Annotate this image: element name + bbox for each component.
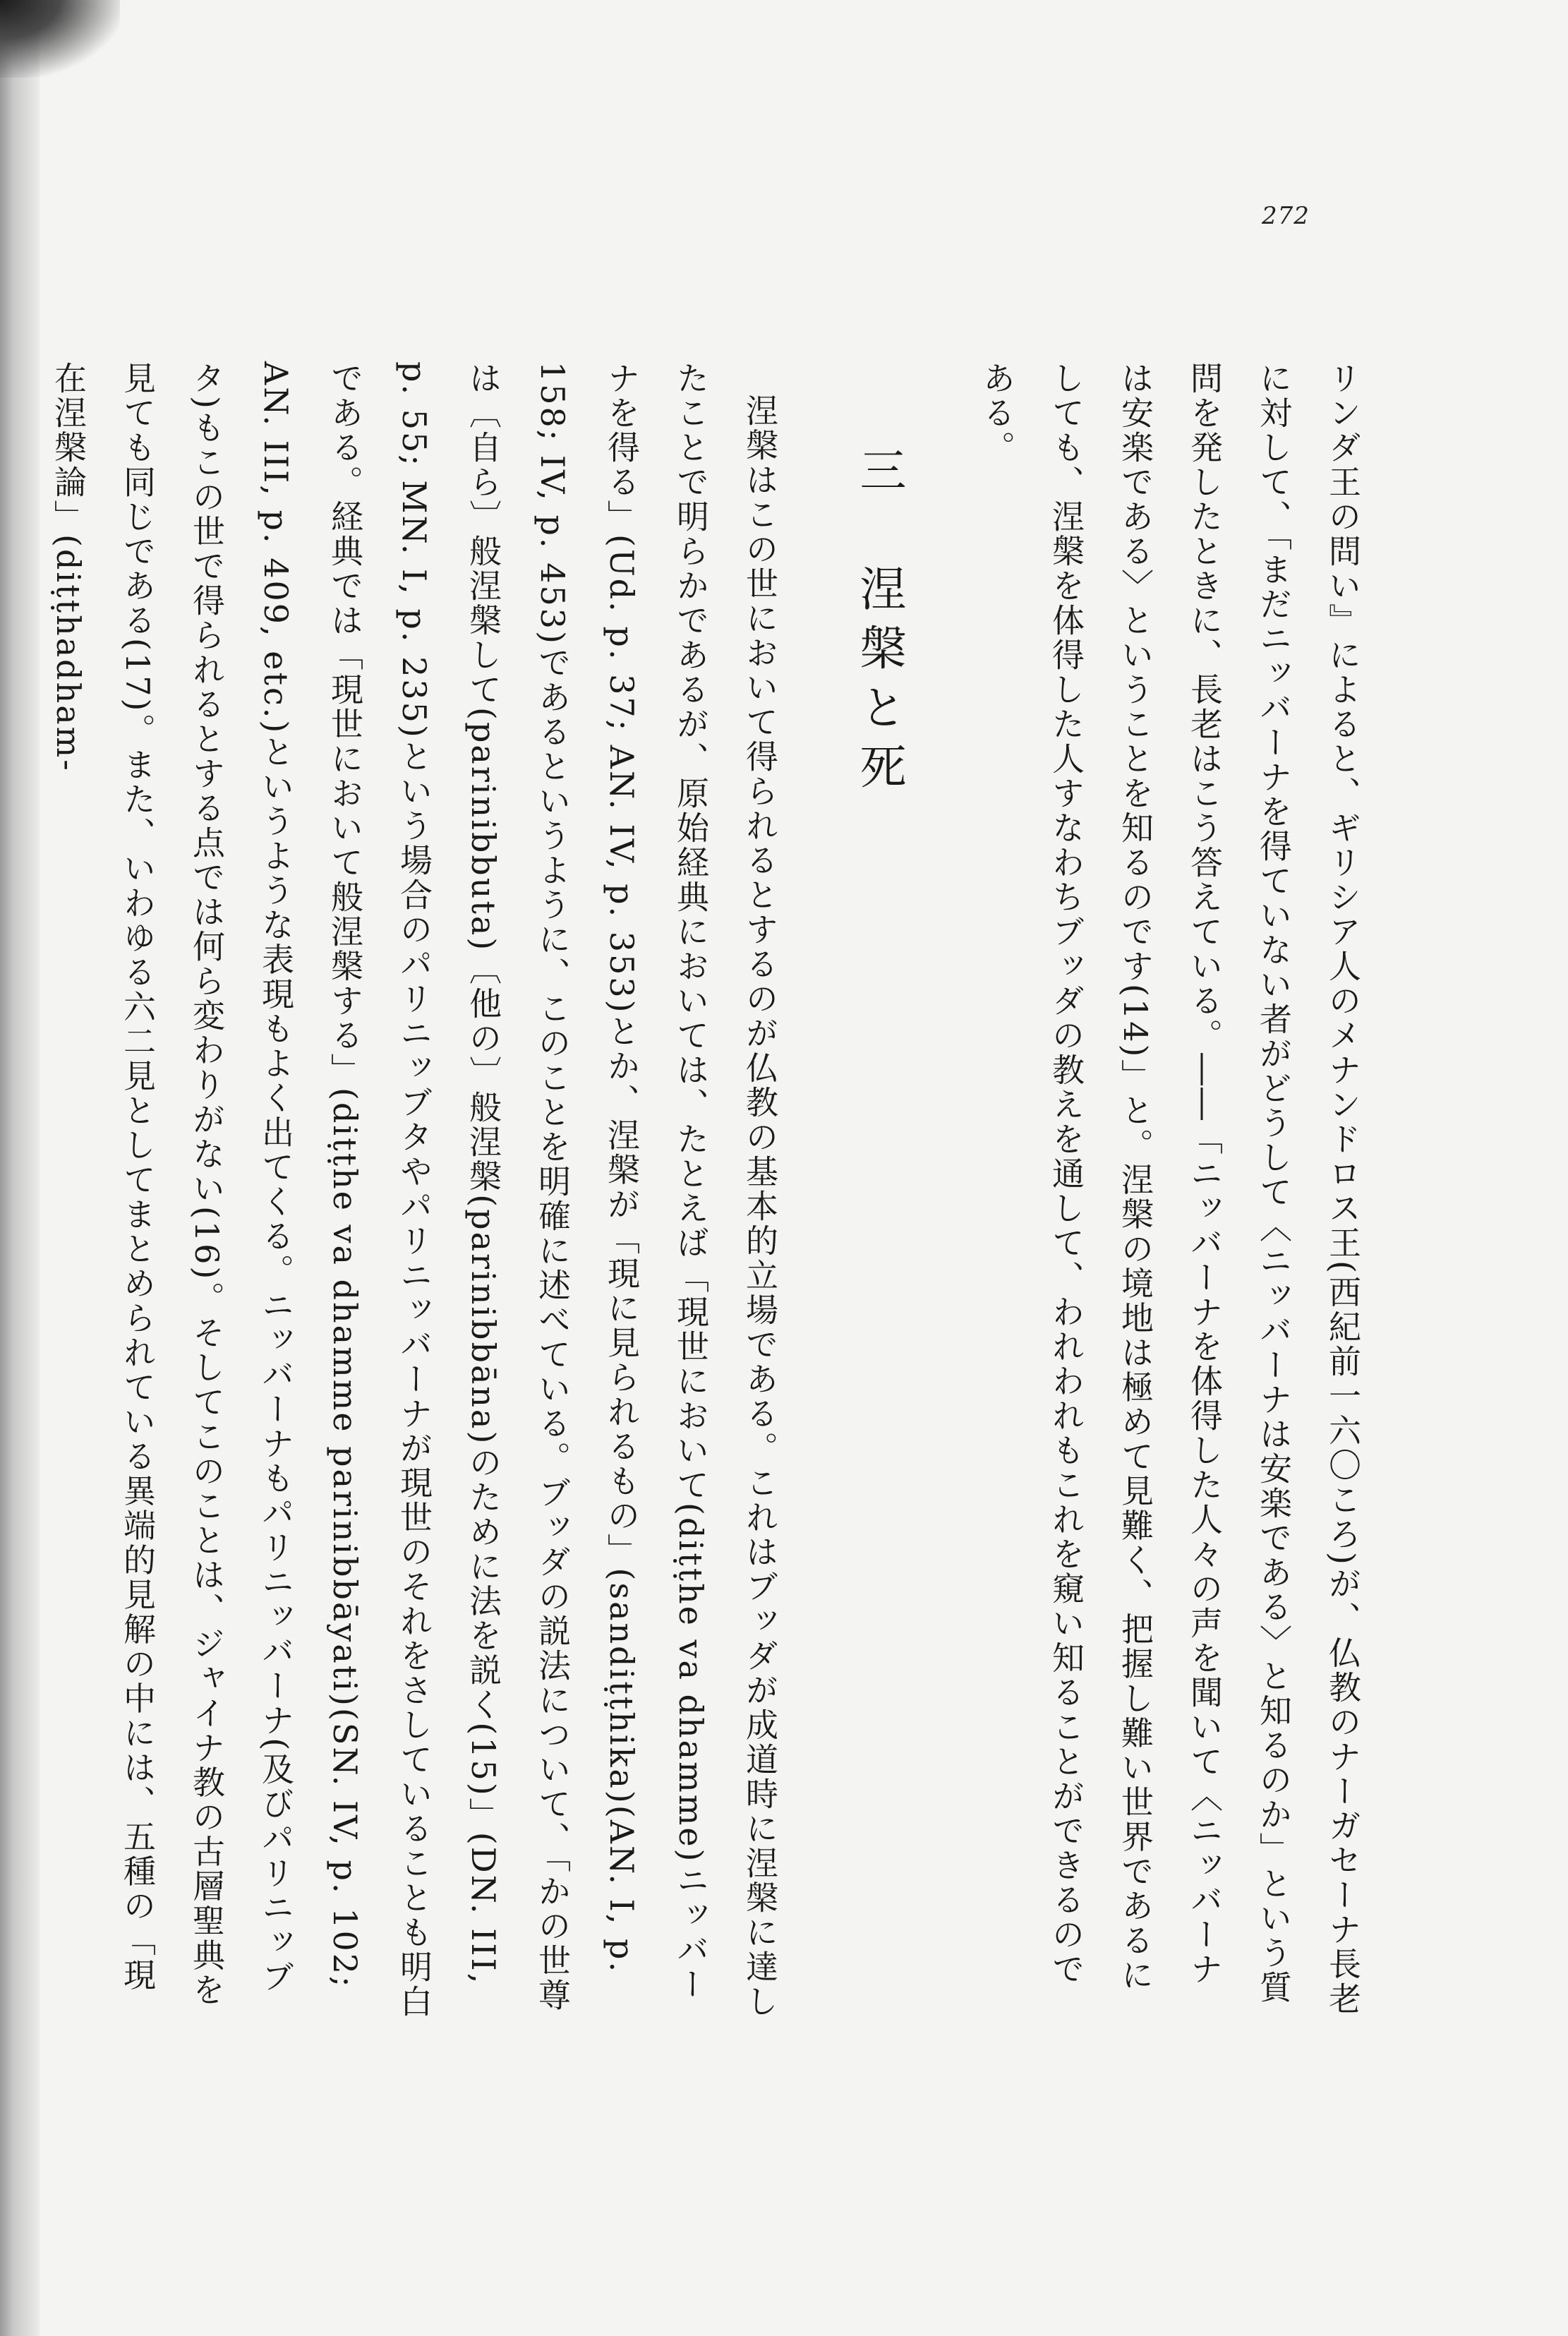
body-paragraph: 涅槃はこの世において得られるとするのが仏教の基本的立場である。これはブッダが成道時に涅槃に達したことで明らかであるが、原始経典においては、たとえば「現世において(diṭṭhe va dhamme)ニッバーナを得る」(Ud. p. 37; AN. IV, p. 353)とか、涅槃が「現に見られるもの」(sandiṭṭhika)(AN. I, p. 158; IV, p. 453)であるというように、このことを明確に述べている。ブッダの説法について、「かの世尊は〔自ら〕般涅槃して(parinibbuta)〔他の〕般涅槃(parinibbāna)のために法を説く(15)」(DN. III, p. 55; MN. I, p. 235)という場合のパリニッブタやパリニッバーナが現世のそれをさしていることも明白である。経典では「現世において般涅槃する」(diṭṭhe va dhamme parinibbāyati)(SN. IV, p. 102; AN. III, p. 409, etc.)というような表現もよく出てくる。ニッバーナもパリニッバーナ(及びパリニッブタ)もこの世で得られるとする点では何ら変わりがない(16)。そしてこのことは、ジャイナ教の古層聖典を見ても同じである(17)。また、いわゆる六二見としてまとめられている異端的見解の中には、五種の「現在涅槃論」(diṭṭhadham- [49, 361, 779, 2019]
intro-paragraph: リンダ王の問い』によると、ギリシア人のメナンドロス王(西紀前一六〇ころ)が、仏教のナーガセーナ長老に対して、「まだニッバーナを得ていない者がどうして〈ニッバーナは安楽である〉と知るのか」という質問を発したときに、長老はこう答えている。――「ニッバーナを体得した人々の声を聞いて〈ニッバーナは安楽である〉ということを知るのです(14)」と。涅槃の境地は極めて見難く、把握し難い世界であるにしても、涅槃を体得した人すなわちブッダの教えを通して、われわれもこれを窺い知ることができるのである。 [978, 361, 1362, 2016]
section-heading: 三 涅槃と死 [852, 446, 906, 802]
page-number: 272 [1262, 202, 1310, 230]
scan-corner-shadow [0, 0, 120, 78]
vertical-text-block [34, 361, 1377, 2020]
